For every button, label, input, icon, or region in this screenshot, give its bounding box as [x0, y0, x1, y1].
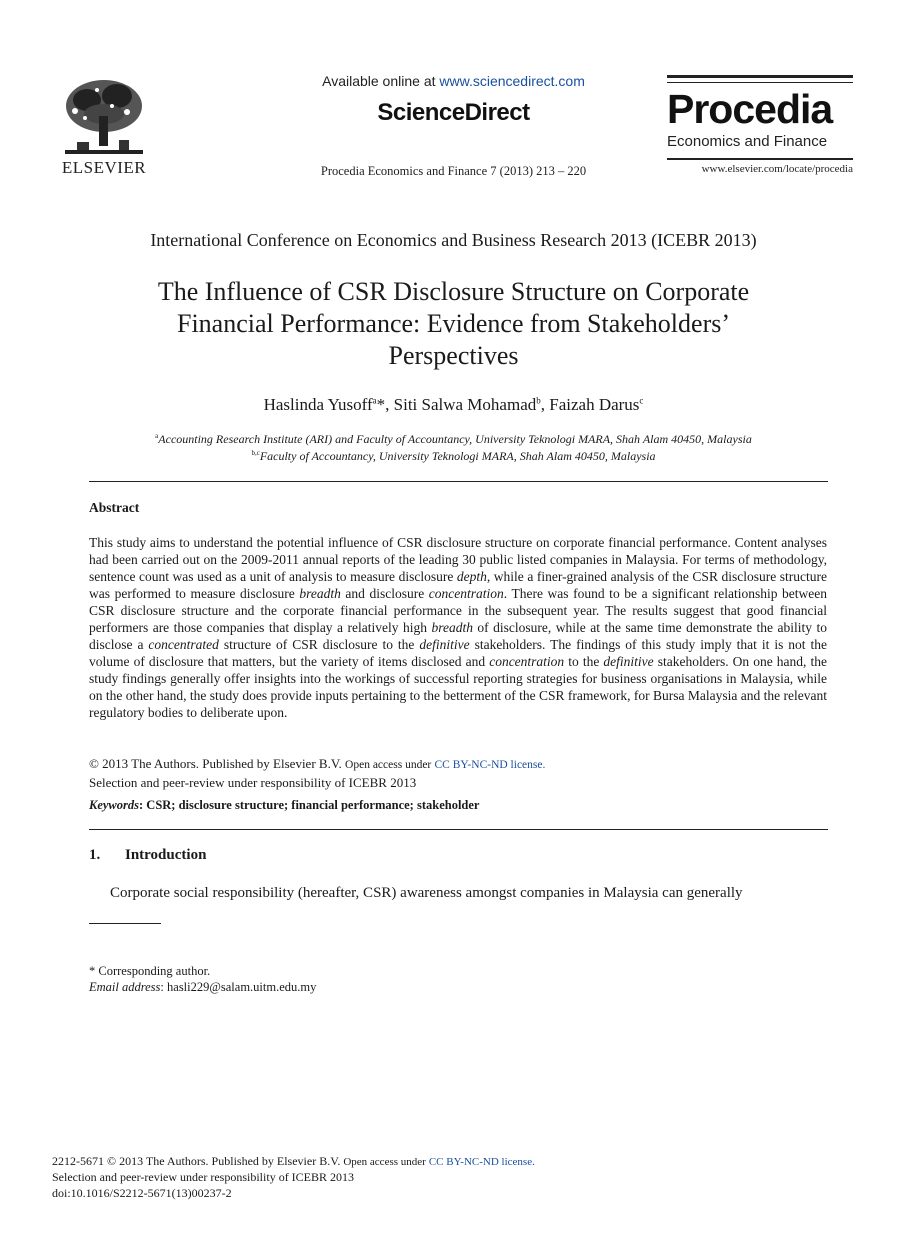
abstract-emphasis: concentration [489, 654, 565, 669]
section-number: 1. [89, 847, 101, 863]
abstract-segment: of disclosure, while at the same time demonstrate the ability to disclose a [89, 620, 827, 652]
keywords [89, 798, 479, 813]
journal-reference: Procedia Economics and Finance 7 (2013) 213 – 220 [320, 164, 587, 178]
keywords-text: : CSR; disclosure structure; financial performance; stakeholder [139, 798, 480, 812]
copyright-text: © 2013 The Authors. Published by Elsevier B.V. [89, 756, 342, 771]
footer-issn: 2212-5671 © 2013 The Authors. Published by Elsevier B.V. [52, 1154, 341, 1168]
procedia-logo [667, 75, 853, 175]
procedia-url[interactable]: www.elsevier.com/locate/procedia [701, 163, 853, 175]
abstract-emphasis: depth [456, 569, 487, 584]
abstract-bottom-rule [89, 829, 828, 830]
footer-license-link[interactable]: CC BY-NC-ND license. [428, 1156, 535, 1168]
elsevier-wordmark: ELSEVIER [61, 158, 147, 177]
procedia-subtitle: Economics and Finance [667, 133, 828, 150]
footer-doi[interactable]: doi:10.1016/S2212-5671(13)00237-2 [52, 1186, 232, 1200]
abstract-emphasis: breadth [299, 586, 341, 601]
abstract-segment: . There was found to be a significant relationship between CSR disclosure structure and the corporate financial performance in the subsequent year. The results suggest that good financial performers are those companies that display a relatively high [89, 586, 828, 635]
affiliation-mark: a [155, 432, 159, 440]
license-link[interactable]: CC BY-NC-ND license. [434, 759, 546, 771]
title-line: The Influence of CSR Disclosure Structure on Corporate [157, 277, 750, 306]
author-affil-mark: b [536, 395, 541, 406]
author-separator: , [385, 395, 394, 414]
sciencedirect-logo: ScienceDirect [377, 99, 530, 126]
affiliation-text: Accounting Research Institute (ARI) and Faculty of Accountancy, University Teknologi MARA, Shah Alam 40450, Malaysia [158, 432, 752, 446]
footnote-rule [89, 923, 161, 924]
footer-open-access: Open access under [343, 1156, 426, 1168]
abstract-emphasis: concentration [428, 586, 504, 601]
author-affil-mark: a [372, 395, 377, 406]
intro-paragraph: Corporate social responsibility (hereafter, CSR) awareness amongst companies in Malaysia can generally [110, 885, 743, 901]
abstract-emphasis: concentrated [148, 637, 219, 652]
procedia-top-rule [667, 75, 853, 78]
affiliation-text: Faculty of Accountancy, University Teknologi MARA, Shah Alam 40450, Malaysia [259, 449, 656, 463]
peer-review-line: Selection and peer-review under responsibility of ICEBR 2013 [89, 775, 417, 790]
abstract-text [89, 534, 827, 721]
abstract-segment: and disclosure [340, 586, 429, 601]
abstract-segment: stakeholders. The findings of this study imply that it is not the volume of disclosure that matters, but the variety of items disclosed and [89, 637, 827, 669]
corresponding-author-note: * Corresponding author. [89, 964, 211, 978]
email-label: Email address [89, 980, 161, 994]
paper-title [100, 276, 807, 372]
abstract-emphasis: definitive [603, 654, 654, 669]
abstract-segment: , while a finer-grained analysis of the CSR disclosure structure was performed to measure disclosure [89, 569, 827, 601]
procedia-title: Procedia [667, 86, 833, 132]
title-line: Perspectives [388, 341, 519, 370]
affiliation [0, 449, 907, 464]
title-line: Financial Performance: Evidence from Stakeholders’ [176, 309, 731, 338]
footer-review-line: Selection and peer-review under responsibility of ICEBR 2013 [52, 1170, 355, 1184]
author-name: Faizah Darus [549, 395, 640, 414]
abstract-segment: to the [564, 654, 604, 669]
section-title: Introduction [125, 847, 207, 863]
footer-issn-line [52, 1154, 535, 1169]
author-name: Haslinda Yusoff [263, 395, 373, 414]
abstract-heading: Abstract [89, 500, 140, 515]
corresponding-mark: * [376, 395, 386, 414]
author-name: Siti Salwa Mohamad [393, 395, 537, 414]
section-heading [89, 847, 206, 864]
affiliation-mark: b,c [251, 449, 260, 457]
copyright-line [89, 755, 827, 774]
available-prefix: Available online at [322, 73, 440, 89]
abstract-top-rule [89, 481, 828, 482]
procedia-bottom-rule [667, 158, 853, 160]
conference-name: International Conference on Economics and Business Research 2013 (ICEBR 2013) [150, 230, 757, 250]
copyright-block [89, 755, 827, 791]
abstract-emphasis: breadth [431, 620, 473, 635]
abstract-segment: stakeholders. On one hand, the study findings generally offer insights into the workings of successful reporting strategies for business organisations in Malaysia, while on the other hand, the study does provide inputs pertaining to the betterment of the CSR framework, for Bursa Malaysia and the relevant regulatory bodies to deliberate upon. [89, 654, 827, 720]
procedia-thin-rule [667, 82, 853, 83]
author-separator: , [540, 395, 550, 414]
abstract-segment: structure of CSR disclosure to the [218, 637, 420, 652]
email-value[interactable]: : hasli229@salam.uitm.edu.my [160, 980, 317, 994]
affiliation [0, 432, 907, 447]
sciencedirect-link[interactable]: www.sciencedirect.com [439, 73, 585, 89]
abstract-emphasis: definitive [419, 637, 470, 652]
abstract-segment: This study aims to understand the potential influence of CSR disclosure structure on corporate financial performance. Content analyses had been carried out on the 2009-2011 annual reports of the leading 30 public listed companies in Malaysia. For terms of methodology, sentence count was used as a unit of analysis to measure disclosure [89, 535, 827, 584]
open-access-label: Open access under [345, 759, 432, 771]
keywords-label: Keywords [89, 798, 139, 812]
author-affil-mark: c [639, 395, 644, 406]
email-note [89, 980, 316, 995]
author-list [0, 395, 907, 415]
